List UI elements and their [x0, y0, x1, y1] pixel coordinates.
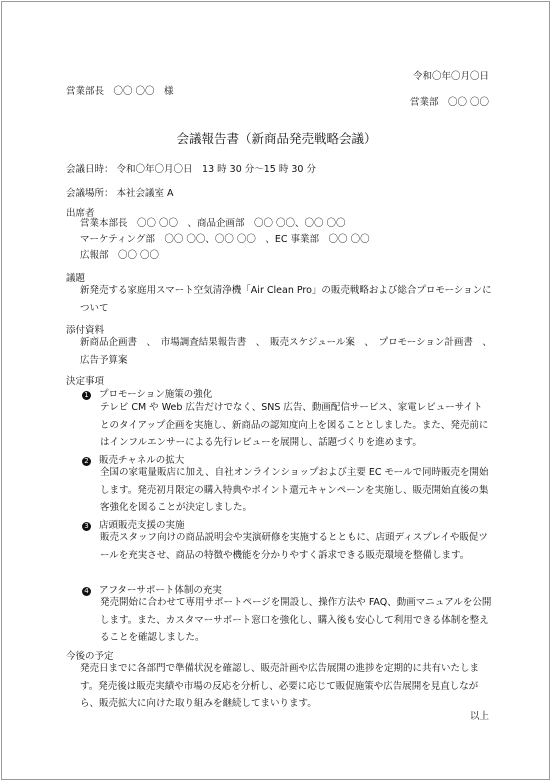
- number-badge-icon: 2: [82, 457, 91, 466]
- decision-body: テレビ CM や Web 広告だけでなく、SNS 広告、動画配信サービス、家電レビューサイトとのタイアップ企画を実施し、新商品の認知度向上を図ることとしました。また、発売前にはインフルエンサーによる先行レビューを展開し、話題づくりを進めます。: [100, 402, 489, 448]
- attendees-line: 広報部 〇〇 〇〇: [80, 250, 160, 261]
- future-label: 今後の予定: [66, 651, 114, 662]
- future-text: 発売日までに各部門で準備状況を確認し、販売計画や広告展開の進捗を定期的に共有いたします。発売後は販売実績や市場の反応を分析し、必要に応じて販促施策や広告展開を見直しながら、販売拡大に向けた取り組みを継続してまいります。: [80, 663, 480, 709]
- agenda-label: 議題: [66, 273, 86, 284]
- number-badge-icon: 3: [82, 522, 91, 531]
- document-date: 令和〇年〇月〇日: [412, 71, 489, 82]
- closing: 以上: [469, 711, 489, 722]
- recipient: 営業部長 〇〇 〇〇 様: [66, 86, 174, 97]
- number-badge-icon: 1: [82, 391, 91, 400]
- document-title: 会議報告書（新商品発売戦略会議）: [176, 131, 377, 146]
- document-page: [1, 1, 550, 780]
- agenda-text: 新発売する家庭用スマート空気清浄機「Air Clean Pro」の販売戦略および総合プロモーションについて: [80, 285, 492, 314]
- number-badge-icon: 4: [82, 587, 91, 596]
- decision-heading: 4 アフターサポート体制の充実: [82, 582, 222, 596]
- attendees-label: 出席者: [66, 208, 95, 219]
- attachments-label: 添付資料: [66, 325, 105, 336]
- decisions-label: 決定事項: [66, 376, 105, 387]
- decision-body: 全国の家電量販店に加え、自社オンラインショップおよび主要 EC モールで同時販売を開始します。発売初月限定の購入特典やポイント還元キャンペーンを実施し、販売開始直後の集客強化を図ることが決定しました。: [100, 467, 489, 513]
- decision-heading: 1 プロモーション施策の強化: [82, 386, 212, 400]
- decision-body: 販売スタッフ向けの商品説明会や実演研修を実施するとともに、店頭ディスプレイや販促ツールを充実させ、商品の特徴や機能を分かりやすく訴求できる販売環境を整備します。: [100, 532, 488, 561]
- attendees-line: マーケティング部 〇〇 〇〇、〇〇 〇〇 、EC 事業部 〇〇 〇〇: [80, 234, 370, 245]
- meeting-datetime: 会議日時： 令和〇年〇月〇日 13 時 30 分～15 時 30 分: [66, 164, 316, 175]
- decision-heading: 3 店頭販売支援の実施: [82, 517, 185, 531]
- decision-body: 発売開始に合わせて専用サポートページを開設し、操作方法や FAQ、動画マニュアルを公開します。また、カスタマーサポート窓口を強化し、購入後も安心して利用できる体制を整えることを確認しました。: [100, 597, 492, 643]
- attendees-line: 営業本部長 〇〇 〇〇 、商品企画部 〇〇 〇〇、〇〇 〇〇: [80, 218, 346, 229]
- attachments-text: 新商品企画書 、 市場調査結果報告書 、 販売スケジュール案 、 プロモーション計画書 、 広告予算案: [80, 337, 497, 366]
- meeting-place: 会議場所： 本社会議室 A: [66, 188, 174, 199]
- sender: 営業部 〇〇 〇〇: [409, 97, 489, 108]
- decision-heading: 2 販売チャネルの拡大: [82, 452, 184, 466]
